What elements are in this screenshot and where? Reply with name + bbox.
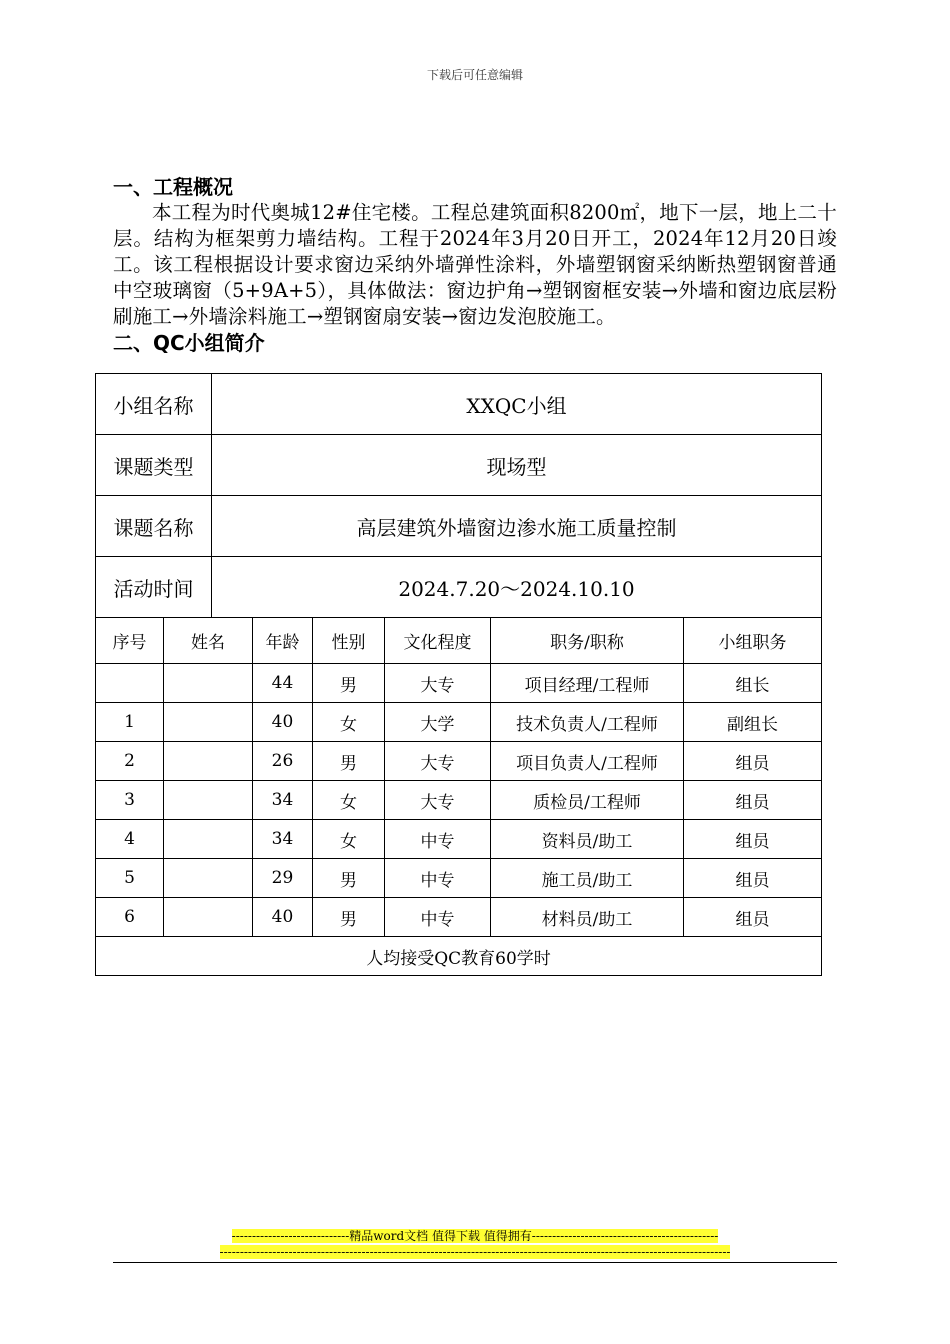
cell-education: 大专 [385, 664, 491, 703]
section-title-qc-group: 二、QC小组简介 [113, 331, 265, 355]
cell-no: 1 [96, 703, 164, 742]
cell-group-role: 组员 [684, 859, 822, 898]
info-value: 高层建筑外墙窗边渗水施工质量控制 [212, 496, 822, 557]
cell-no: 4 [96, 820, 164, 859]
cell-gender: 男 [313, 742, 385, 781]
header-name: 姓名 [164, 618, 253, 664]
cell-group-role: 组员 [684, 898, 822, 937]
table-row [96, 859, 822, 898]
training-summary-row [96, 937, 822, 976]
header-group-role: 小组职务 [684, 618, 822, 664]
member-header-row [96, 618, 822, 664]
cell-no: 6 [96, 898, 164, 937]
cell-gender: 男 [313, 664, 385, 703]
cell-group-role: 副组长 [684, 703, 822, 742]
cell-education: 大专 [385, 742, 491, 781]
cell-no: 2 [96, 742, 164, 781]
cell-gender: 男 [313, 859, 385, 898]
cell-group-role: 组员 [684, 742, 822, 781]
table-row [96, 664, 822, 703]
footer-banner-dashes: ------------------------------------------------------------------------------------------------------------------------------ [219, 1245, 731, 1259]
cell-name [164, 664, 253, 703]
cell-no: 5 [96, 859, 164, 898]
info-label: 活动时间 [96, 557, 212, 618]
info-value: XXQC小组 [212, 374, 822, 435]
cell-title: 施工员/助工 [491, 859, 684, 898]
header-note: 下载后可任意编辑 [426, 68, 523, 82]
cell-no [96, 664, 164, 703]
table-row [96, 742, 822, 781]
cell-name [164, 820, 253, 859]
cell-education: 大学 [385, 703, 491, 742]
header-title: 职务/职称 [491, 618, 684, 664]
cell-group-role: 组员 [684, 820, 822, 859]
footer-banner-line2 [0, 1245, 950, 1260]
cell-no: 3 [96, 781, 164, 820]
footer-banner-text: -----------------------------精品word文档 值得下载 值得拥有---------------------------------------------- [231, 1229, 719, 1243]
cell-name [164, 898, 253, 937]
cell-gender: 女 [313, 703, 385, 742]
cell-education: 中专 [385, 859, 491, 898]
cell-age: 44 [253, 664, 313, 703]
cell-title: 材料员/助工 [491, 898, 684, 937]
cell-gender: 女 [313, 820, 385, 859]
info-label: 课题类型 [96, 435, 212, 496]
info-value: 2024.7.20～2024.10.10 [212, 557, 822, 618]
table-row [96, 820, 822, 859]
cell-age: 29 [253, 859, 313, 898]
cell-title: 项目负责人/工程师 [491, 742, 684, 781]
info-row-activity-time [96, 557, 822, 618]
cell-name [164, 781, 253, 820]
cell-age: 40 [253, 898, 313, 937]
cell-name [164, 742, 253, 781]
cell-age: 34 [253, 781, 313, 820]
header-no: 序号 [96, 618, 164, 664]
section-title-overview: 一、工程概况 [113, 175, 233, 199]
cell-group-role: 组长 [684, 664, 822, 703]
cell-title: 资料员/助工 [491, 820, 684, 859]
cell-name [164, 859, 253, 898]
info-value: 现场型 [212, 435, 822, 496]
footer-divider [113, 1262, 837, 1263]
info-label: 小组名称 [96, 374, 212, 435]
cell-group-role: 组员 [684, 781, 822, 820]
cell-title: 项目经理/工程师 [491, 664, 684, 703]
header-education: 文化程度 [385, 618, 491, 664]
cell-age: 26 [253, 742, 313, 781]
info-label: 课题名称 [96, 496, 212, 557]
cell-age: 40 [253, 703, 313, 742]
header-gender: 性别 [313, 618, 385, 664]
cell-age: 34 [253, 820, 313, 859]
info-row-topic-name [96, 496, 822, 557]
cell-title: 技术负责人/工程师 [491, 703, 684, 742]
document-body [113, 174, 837, 356]
table-row [96, 781, 822, 820]
table-row [96, 703, 822, 742]
cell-education: 中专 [385, 898, 491, 937]
cell-name [164, 703, 253, 742]
footer-banner-line1 [0, 1229, 950, 1244]
overview-paragraph: 本工程为时代奥城12#住宅楼。工程总建筑面积8200㎡，地下一层，地上二十层。结构为框架剪力墙结构。工程于2024年3月20日开工，2024年12月20日竣工。该工程根据设计要求窗边采纳外墙弹性涂料，外墙塑钢窗采纳断热塑钢窗普通中空玻璃窗（5+9A+5），具体做法：窗边护角→塑钢窗框安装→外墙和窗边底层粉刷施工→外墙涂料施工→塑钢窗扇安装→窗边发泡胶施工。 [113, 201, 837, 328]
qc-group-table [95, 373, 822, 976]
info-row-topic-type [96, 435, 822, 496]
training-summary: 人均接受QC教育60学时 [96, 937, 822, 976]
info-row-group-name [96, 374, 822, 435]
cell-education: 大专 [385, 781, 491, 820]
cell-title: 质检员/工程师 [491, 781, 684, 820]
cell-education: 中专 [385, 820, 491, 859]
cell-gender: 女 [313, 781, 385, 820]
header-age: 年龄 [253, 618, 313, 664]
table-row [96, 898, 822, 937]
cell-gender: 男 [313, 898, 385, 937]
